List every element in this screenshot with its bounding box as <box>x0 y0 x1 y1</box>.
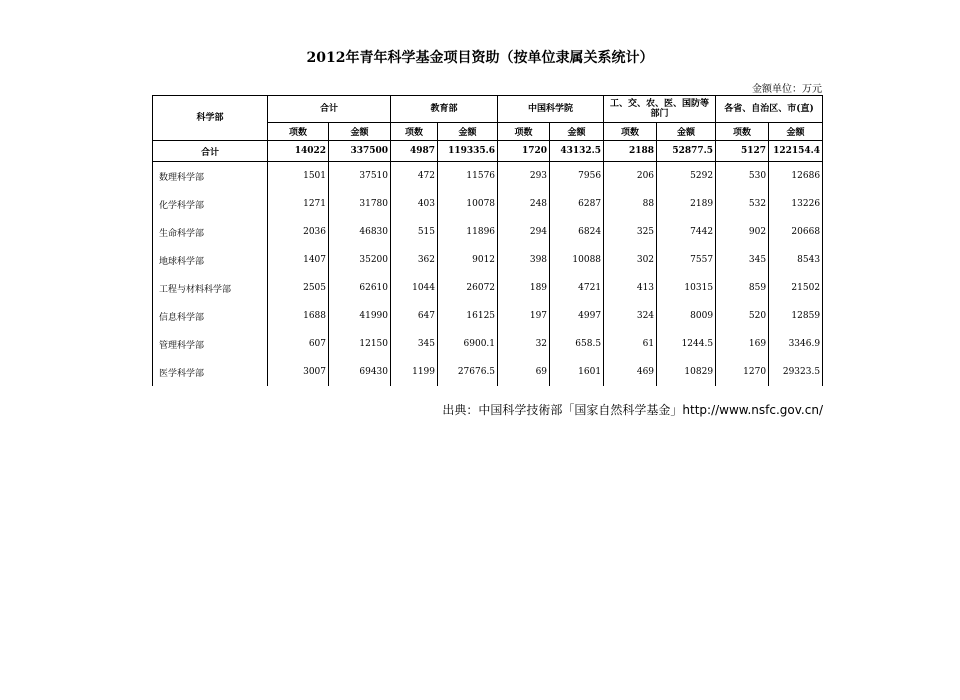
cell: 16125 <box>438 302 498 330</box>
cell: 2036 <box>268 218 329 246</box>
cell: 1688 <box>268 302 329 330</box>
cell: 3007 <box>268 358 329 386</box>
table-row <box>153 246 823 274</box>
cell: 11896 <box>438 218 498 246</box>
cell: 4987 <box>391 141 438 162</box>
cell: 37510 <box>329 162 391 191</box>
cell: 1244.5 <box>657 330 716 358</box>
cell: 2188 <box>604 141 657 162</box>
cell: 69 <box>498 358 550 386</box>
header-count: 项数 <box>268 123 329 141</box>
row-name: 数理科学部 <box>153 162 268 191</box>
cell: 6287 <box>550 190 604 218</box>
cell: 520 <box>716 302 769 330</box>
cell: 902 <box>716 218 769 246</box>
cell: 88 <box>604 190 657 218</box>
cell: 31780 <box>329 190 391 218</box>
cell: 189 <box>498 274 550 302</box>
cell: 26072 <box>438 274 498 302</box>
header-amount: 金额 <box>769 123 823 141</box>
table-row <box>153 302 823 330</box>
header-group-education: 教育部 <box>391 96 498 123</box>
cell: 7442 <box>657 218 716 246</box>
cell: 530 <box>716 162 769 191</box>
cell: 46830 <box>329 218 391 246</box>
cell: 14022 <box>268 141 329 162</box>
total-row <box>153 141 823 162</box>
cell: 302 <box>604 246 657 274</box>
cell: 345 <box>391 330 438 358</box>
header-amount: 金额 <box>550 123 604 141</box>
page-title: 2012年青年科学基金项目资助（按单位隶属关系统计） <box>306 50 654 66</box>
cell: 324 <box>604 302 657 330</box>
cell: 532 <box>716 190 769 218</box>
cell: 35200 <box>329 246 391 274</box>
cell: 658.5 <box>550 330 604 358</box>
cell: 859 <box>716 274 769 302</box>
cell: 362 <box>391 246 438 274</box>
row-name: 管理科学部 <box>153 330 268 358</box>
cell: 469 <box>604 358 657 386</box>
header-count: 项数 <box>604 123 657 141</box>
cell: 1501 <box>268 162 329 191</box>
table-row <box>153 218 823 246</box>
cell: 248 <box>498 190 550 218</box>
header-amount: 金额 <box>657 123 716 141</box>
cell: 9012 <box>438 246 498 274</box>
cell: 4721 <box>550 274 604 302</box>
cell: 12686 <box>769 162 823 191</box>
cell: 398 <box>498 246 550 274</box>
cell: 345 <box>716 246 769 274</box>
unit-label: 金额单位：万元 <box>752 84 822 95</box>
header-count: 项数 <box>391 123 438 141</box>
row-name: 地球科学部 <box>153 246 268 274</box>
table-row <box>153 274 823 302</box>
header-amount: 金额 <box>438 123 498 141</box>
cell: 6824 <box>550 218 604 246</box>
cell: 1271 <box>268 190 329 218</box>
cell: 206 <box>604 162 657 191</box>
row-name: 合计 <box>153 141 268 162</box>
cell: 403 <box>391 190 438 218</box>
cell: 8543 <box>769 246 823 274</box>
cell: 8009 <box>657 302 716 330</box>
cell: 12859 <box>769 302 823 330</box>
cell: 10088 <box>550 246 604 274</box>
cell: 1407 <box>268 246 329 274</box>
cell: 647 <box>391 302 438 330</box>
cell: 294 <box>498 218 550 246</box>
header-count: 项数 <box>498 123 550 141</box>
table-row <box>153 162 823 191</box>
cell: 2505 <box>268 274 329 302</box>
cell: 4997 <box>550 302 604 330</box>
cell: 52877.5 <box>657 141 716 162</box>
cell: 1199 <box>391 358 438 386</box>
cell: 1720 <box>498 141 550 162</box>
cell: 169 <box>716 330 769 358</box>
cell: 69430 <box>329 358 391 386</box>
header-group-provinces: 各省、自治区、市(直) <box>716 96 823 123</box>
cell: 515 <box>391 218 438 246</box>
cell: 119335.6 <box>438 141 498 162</box>
table-row <box>153 330 823 358</box>
cell: 2189 <box>657 190 716 218</box>
cell: 20668 <box>769 218 823 246</box>
header-group-total: 合计 <box>268 96 391 123</box>
header-dept: 科学部 <box>153 96 268 141</box>
table-row <box>153 358 823 386</box>
cell: 1044 <box>391 274 438 302</box>
funding-table <box>152 95 823 386</box>
cell: 21502 <box>769 274 823 302</box>
cell: 337500 <box>329 141 391 162</box>
cell: 12150 <box>329 330 391 358</box>
cell: 607 <box>268 330 329 358</box>
cell: 7557 <box>657 246 716 274</box>
cell: 5292 <box>657 162 716 191</box>
cell: 41990 <box>329 302 391 330</box>
row-name: 信息科学部 <box>153 302 268 330</box>
row-name: 化学科学部 <box>153 190 268 218</box>
row-name: 医学科学部 <box>153 358 268 386</box>
cell: 62610 <box>329 274 391 302</box>
source-note: 出典：中国科学技術部「国家自然科学基金」http://www.nsfc.gov.cn/ <box>442 403 823 417</box>
cell: 10315 <box>657 274 716 302</box>
cell: 122154.4 <box>769 141 823 162</box>
row-name: 工程与材料科学部 <box>153 274 268 302</box>
cell: 472 <box>391 162 438 191</box>
header-amount: 金额 <box>329 123 391 141</box>
table-row <box>153 190 823 218</box>
cell: 1270 <box>716 358 769 386</box>
cell: 27676.5 <box>438 358 498 386</box>
cell: 7956 <box>550 162 604 191</box>
row-name: 生命科学部 <box>153 218 268 246</box>
cell: 197 <box>498 302 550 330</box>
cell: 61 <box>604 330 657 358</box>
cell: 5127 <box>716 141 769 162</box>
header-group-cas: 中国科学院 <box>498 96 604 123</box>
header-group-ministries: 工、交、农、医、国防等部门 <box>604 96 716 123</box>
header-count: 项数 <box>716 123 769 141</box>
cell: 43132.5 <box>550 141 604 162</box>
cell: 3346.9 <box>769 330 823 358</box>
cell: 29323.5 <box>769 358 823 386</box>
cell: 293 <box>498 162 550 191</box>
cell: 32 <box>498 330 550 358</box>
cell: 413 <box>604 274 657 302</box>
cell: 10829 <box>657 358 716 386</box>
cell: 325 <box>604 218 657 246</box>
cell: 11576 <box>438 162 498 191</box>
cell: 1601 <box>550 358 604 386</box>
cell: 10078 <box>438 190 498 218</box>
cell: 13226 <box>769 190 823 218</box>
cell: 6900.1 <box>438 330 498 358</box>
